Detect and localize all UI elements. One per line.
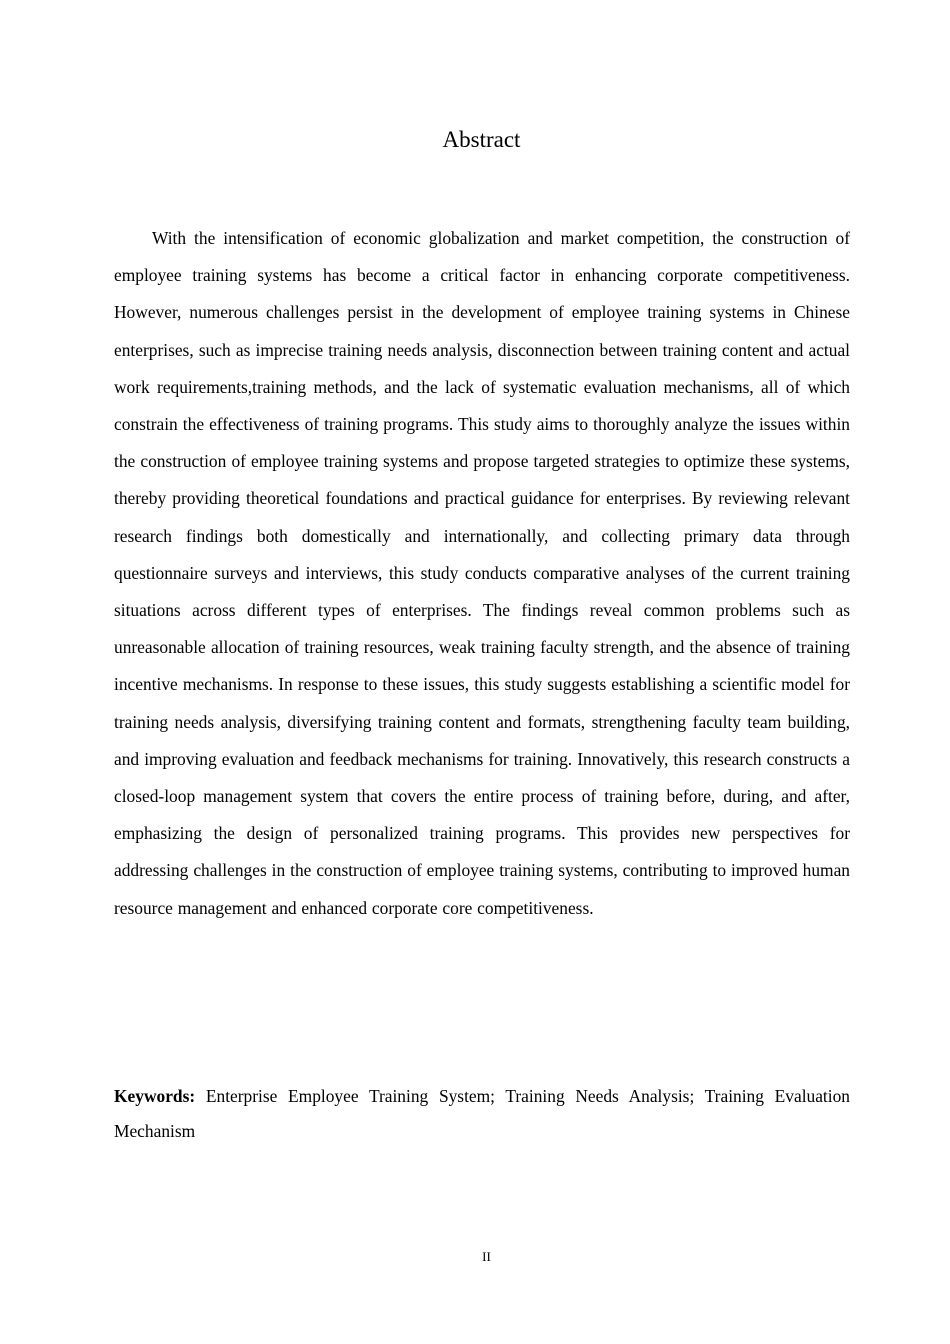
keywords-paragraph — [114, 1079, 850, 1149]
abstract-body: With the intensification of economic globalization and market competition, the construction of employee training systems has become a critical factor in enhancing corporate competitiveness. However, numerous challenges persist in the development of employee training systems in Chinese enterprises, such as imprecise training needs analysis, disconnection between training content and actual work requirements,training methods, and the lack of systematic evaluation mechanisms, all of which constrain the effectiveness of training programs. This study aims to thoroughly analyze the issues within the construction of employee training systems and propose targeted strategies to optimize these systems, thereby providing theoretical foundations and practical guidance for enterprises. By reviewing relevant research findings both domestically and internationally, and collecting primary data through questionnaire surveys and interviews, this study conducts comparative analyses of the current training situations across different types of enterprises. The findings reveal common problems such as unreasonable allocation of training resources, weak training faculty strength, and the absence of training incentive mechanisms. In response to these issues, this study suggests establishing a scientific model for training needs analysis, diversifying training content and formats, strengthening faculty team building, and improving evaluation and feedback mechanisms for training. Innovatively, this research constructs a closed-loop management system that covers the entire process of training before, during, and after, emphasizing the design of personalized training programs. This provides new perspectives for addressing challenges in the construction of employee training systems, contributing to improved human resource management and enhanced corporate core competitiveness. — [114, 228, 850, 918]
page-number: II — [482, 1249, 491, 1264]
abstract-title: Abstract — [442, 127, 521, 152]
keywords-label: Keywords: — [114, 1086, 196, 1106]
keywords-text: Enterprise Employee Training System; Training Needs Analysis; Training Evaluation Mechanism — [114, 1086, 850, 1141]
